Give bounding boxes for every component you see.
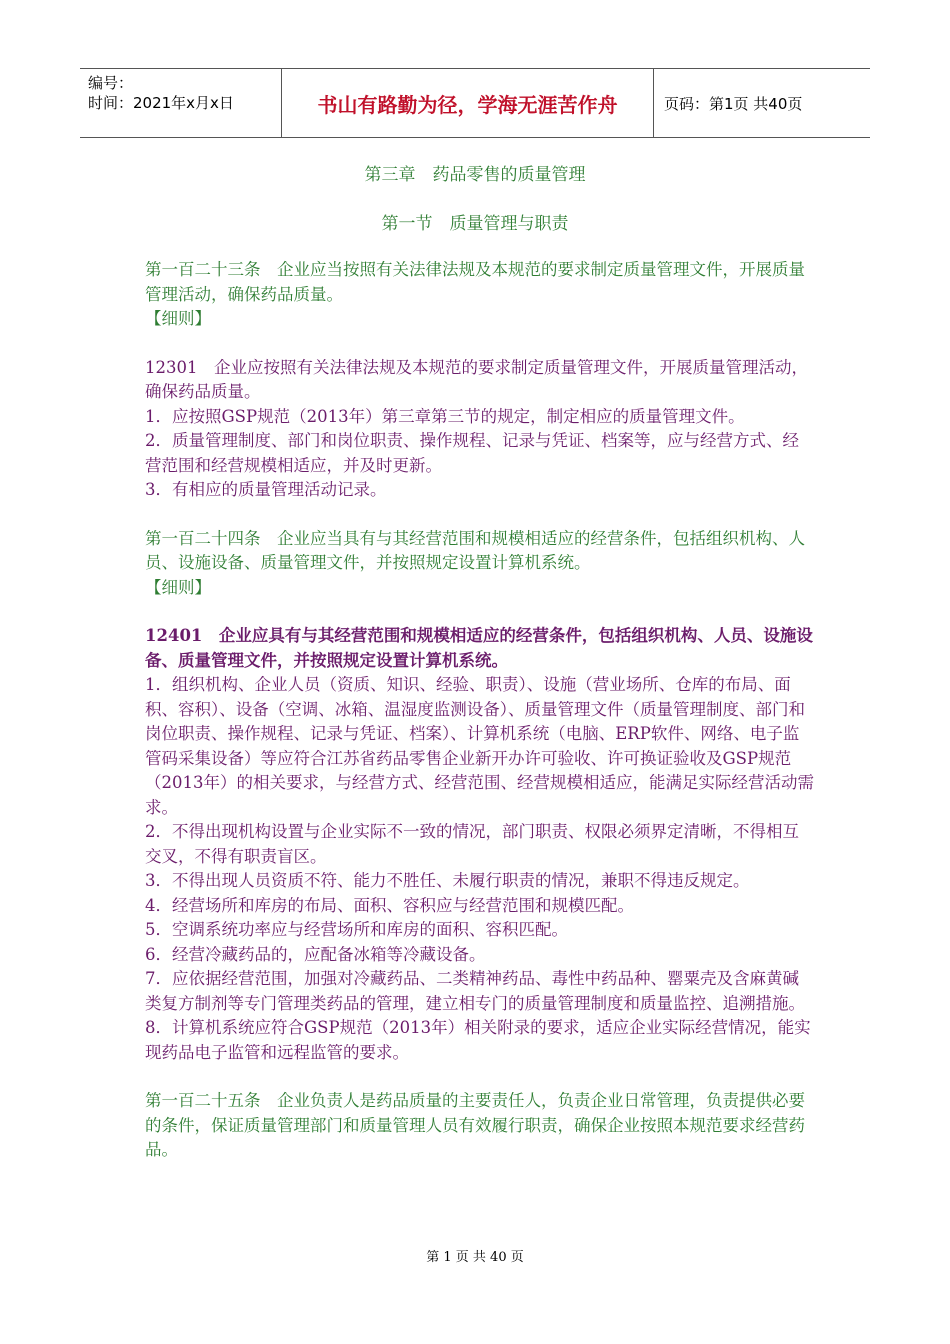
number-label: 编号：: [88, 74, 134, 92]
page-footer: 第 1 页 共 40 页: [426, 1250, 524, 1265]
rule-12301-item-2: 2．质量管理制度、部门和岗位职责、操作规程、记录与凭证、档案等，应与经营方式、经营范围和经营规模相适应，并及时更新。: [145, 431, 799, 475]
rule-12401-item-4: 4．经营场所和库房的布局、面积、容积应与经营范围和规模匹配。: [145, 895, 634, 915]
rule-12301-item-3: 3．有相应的质量管理活动记录。: [145, 480, 387, 499]
rule-12401-item-8: 8．计算机系统应符合GSP规范（2013年）相关附录的要求，适应企业实际经营情况，能实现药品电子监管和远程监管的要求。: [145, 1018, 811, 1062]
rule-12401-item-5: 5．空调系统功率应与经营场所和库房的面积、容积匹配。: [145, 920, 568, 939]
article-123-heading: 第一百二十三条 企业应当按照有关法律法规及本规范的要求制定质量管理文件，开展质量管理活动，确保药品质量。: [145, 260, 805, 304]
header-page-info: 页码：第1页 共40页: [664, 94, 803, 113]
rule-12401-item-7: 7．应依据经营范围，加强对冷藏药品、二类精神药品、毒性中药品种、罂粟壳及含麻黄碱类复方制剂等专门管理类药品的管理，建立相专门的质量管理制度和质量监控、追溯措施。: [145, 969, 805, 1013]
rule-12301: 12301 企业应按照有关法律法规及本规范的要求制定质量管理文件，开展质量管理活动，确保药品质量。: [145, 357, 808, 401]
article-123-detail-tag: 【细则】: [145, 309, 211, 328]
section-title: 第一节 质量管理与职责: [381, 214, 569, 234]
rule-12401-item-1: 1．组织机构、企业人员（资质、知识、经验、职责）、设施（营业场所、仓库的布局、面积、容积）、设备（空调、冰箱、温湿度监测设备）、质量管理文件（质量管理制度、部门和岗位职责、操作规程、记录与凭证、档案）、计算机系统（电脑、ERP软件、网络、电子监管码采集设备）等应符合江苏省药品零售企业新开办许可验收、许可换证验收及GSP规范（2013年）的相关要求，与经营方式、经营范围、经营规模相适应，能满足实际经营活动需求。: [145, 675, 814, 817]
rule-12401-item-6: 6．经营冷藏药品的，应配备冰箱等冷藏设备。: [145, 944, 486, 964]
document-body: [145, 258, 815, 1163]
rule-12301-item-1: 1．应按照GSP规范（2013年）第三章第三节的规定，制定相应的质量管理文件。: [145, 406, 745, 426]
rule-12401-item-2: 2．不得出现机构设置与企业实际不一致的情况，部门职责、权限必须界定清晰，不得相互交叉，不得有职责盲区。: [145, 822, 799, 866]
header-meta: [80, 69, 282, 137]
chapter-title: 第三章 药品零售的质量管理: [364, 165, 586, 185]
time-label: 时间：2021年x月x日: [88, 94, 234, 112]
article-124-detail-tag: 【细则】: [145, 577, 211, 597]
rule-12401: 12401 企业应具有与其经营范围和规模相适应的经营条件，包括组织机构、人员、设施设备、质量管理文件，并按照规定设置计算机系统。: [145, 626, 813, 670]
article-124-heading: 第一百二十四条 企业应当具有与其经营范围和规模相适应的经营条件，包括组织机构、人员、设施设备、质量管理文件，并按照规定设置计算机系统。: [145, 528, 805, 572]
header-motto: 书山有路勤为径，学海无涯苦作舟: [282, 69, 654, 137]
rule-12401-item-3: 3．不得出现人员资质不符、能力不胜任、未履行职责的情况，兼职不得违反规定。: [145, 871, 750, 890]
article-125-heading: 第一百二十五条 企业负责人是药品质量的主要责任人，负责企业日常管理，负责提供必要的条件，保证质量管理部门和质量管理人员有效履行职责，确保企业按照本规范要求经营药品。: [145, 1091, 805, 1159]
page-header: [80, 68, 870, 138]
